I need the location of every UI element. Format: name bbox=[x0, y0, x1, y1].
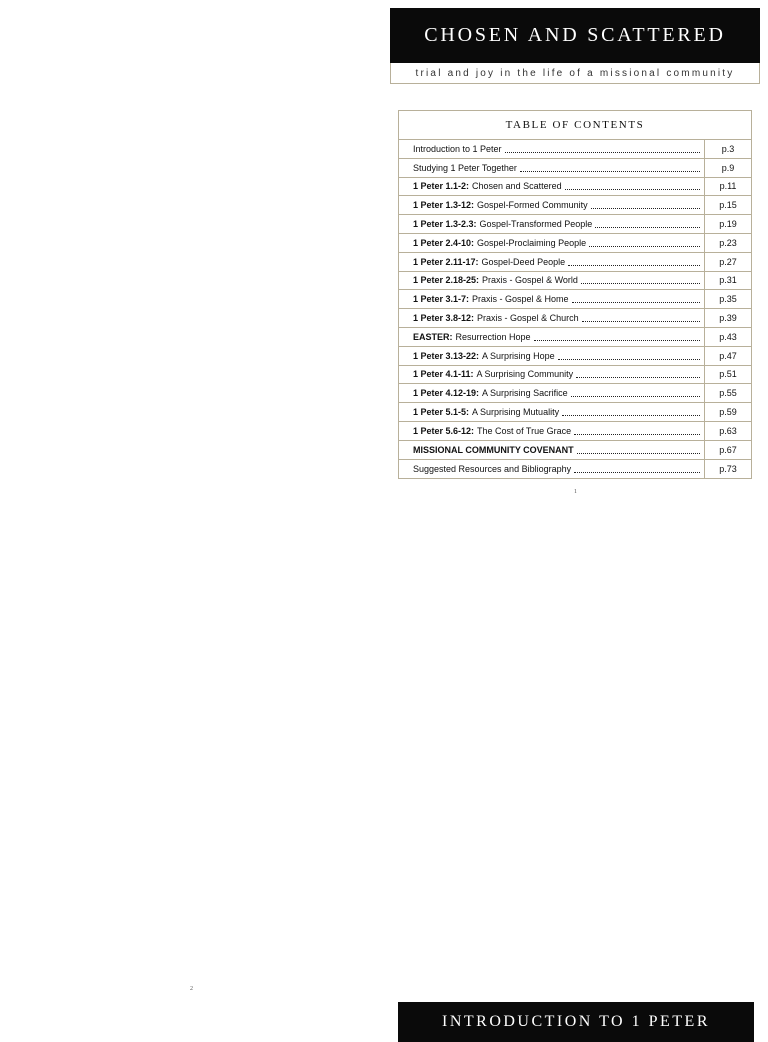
toc-entry-title: A Surprising Sacrifice bbox=[482, 388, 568, 399]
toc-page-number: p.59 bbox=[719, 407, 737, 418]
toc-row bbox=[399, 403, 751, 422]
toc-entry-title: Praxis - Gospel & Home bbox=[472, 294, 569, 305]
table-of-contents bbox=[398, 110, 752, 479]
toc-dot-leader bbox=[576, 368, 700, 378]
page-number: 1 bbox=[574, 489, 577, 495]
toc-dot-leader bbox=[534, 331, 700, 341]
page-number: 2 bbox=[190, 986, 193, 992]
toc-entry bbox=[399, 460, 705, 479]
toc-dot-leader bbox=[577, 444, 700, 454]
toc-page-number: p.23 bbox=[719, 237, 737, 248]
toc-row bbox=[399, 215, 751, 234]
toc-row bbox=[399, 272, 751, 291]
toc-page-number: p.19 bbox=[719, 219, 737, 230]
toc-entry bbox=[399, 215, 705, 233]
toc-dot-leader bbox=[520, 162, 700, 172]
toc-dot-leader bbox=[558, 350, 700, 360]
toc-page-number: p.55 bbox=[719, 388, 737, 399]
toc-entry-reference: 1 Peter 2.4-10: bbox=[413, 237, 475, 248]
toc-dot-leader bbox=[505, 143, 700, 153]
toc-entry bbox=[399, 253, 705, 271]
toc-entry-title: Introduction to 1 Peter bbox=[413, 143, 502, 154]
toc-entry-reference: 1 Peter 5.6-12: bbox=[413, 425, 475, 436]
toc-row bbox=[399, 309, 751, 328]
toc-page-number: p.27 bbox=[719, 256, 737, 267]
toc-page-number: p.35 bbox=[719, 294, 737, 305]
toc-dot-leader bbox=[574, 463, 700, 473]
toc-page-number: p.15 bbox=[719, 200, 737, 211]
toc-dot-leader bbox=[562, 406, 700, 416]
toc-page-number: p.3 bbox=[721, 143, 735, 154]
toc-entry-reference: 1 Peter 5.1-5: bbox=[413, 407, 470, 418]
document-subtitle-bar bbox=[390, 63, 760, 84]
toc-dot-leader bbox=[574, 425, 700, 435]
toc-page-number: p.63 bbox=[719, 425, 737, 436]
toc-entry-reference: 1 Peter 1.3-2.3: bbox=[413, 219, 477, 230]
toc-entry-title: A Surprising Community bbox=[476, 369, 574, 380]
toc-entry-reference: EASTER: bbox=[413, 331, 453, 342]
toc-entry bbox=[399, 272, 705, 290]
toc-entry bbox=[399, 159, 705, 177]
toc-entry bbox=[399, 290, 705, 308]
toc-page-number: p.11 bbox=[719, 181, 737, 192]
toc-page-number: p.51 bbox=[719, 369, 737, 380]
toc-row bbox=[399, 159, 751, 178]
toc-entry-reference: 1 Peter 2.18-25: bbox=[413, 275, 480, 286]
toc-entry-reference: 1 Peter 1.1-2: bbox=[413, 181, 470, 192]
toc-entry-reference: 1 Peter 3.1-7: bbox=[413, 294, 470, 305]
toc-entry-reference: 1 Peter 2.11-17: bbox=[413, 256, 479, 267]
toc-dot-leader bbox=[565, 180, 700, 190]
toc-row bbox=[399, 290, 751, 309]
toc-entry bbox=[399, 347, 705, 365]
toc-row bbox=[399, 178, 751, 197]
toc-entry-title: Suggested Resources and Bibliography bbox=[413, 463, 572, 474]
toc-dot-leader bbox=[595, 218, 700, 228]
toc-row bbox=[399, 441, 751, 460]
toc-entry-title: Praxis - Gospel & World bbox=[482, 275, 578, 286]
toc-entry-reference: 1 Peter 4.12-19: bbox=[413, 388, 480, 399]
toc-entry bbox=[399, 384, 705, 402]
toc-page-number: p.43 bbox=[719, 331, 737, 342]
toc-row bbox=[399, 460, 751, 479]
toc-entry bbox=[399, 196, 705, 214]
toc-row bbox=[399, 196, 751, 215]
document-title-bar bbox=[390, 8, 760, 63]
toc-dot-leader bbox=[589, 237, 700, 247]
document-title: CHOSEN AND SCATTERED bbox=[424, 24, 726, 46]
toc-page-number: p.9 bbox=[721, 162, 735, 173]
toc-row bbox=[399, 347, 751, 366]
toc-page-number: p.47 bbox=[719, 350, 737, 361]
toc-page-number: p.31 bbox=[719, 275, 737, 286]
toc-entry-reference: 1 Peter 4.1-11: bbox=[413, 369, 474, 380]
next-page-title: INTRODUCTION TO 1 PETER bbox=[441, 1013, 710, 1030]
toc-entry-title: Gospel-Deed People bbox=[481, 256, 566, 267]
toc-entry bbox=[399, 403, 705, 421]
toc-dot-leader bbox=[568, 256, 700, 266]
toc-row bbox=[399, 234, 751, 253]
toc-row bbox=[399, 384, 751, 403]
toc-entry-title: Praxis - Gospel & Church bbox=[477, 313, 579, 324]
toc-entry bbox=[399, 309, 705, 327]
toc-row bbox=[399, 422, 751, 441]
toc-entry-title: A Surprising Hope bbox=[482, 350, 555, 361]
toc-row bbox=[399, 253, 751, 272]
toc-entry-reference: 1 Peter 1.3-12: bbox=[413, 200, 475, 211]
toc-entry bbox=[399, 366, 705, 384]
toc-entry-title: Gospel-Formed Community bbox=[477, 200, 588, 211]
toc-entry bbox=[399, 441, 705, 459]
toc-entry-title: A Surprising Mutuality bbox=[472, 407, 560, 418]
toc-entry bbox=[399, 178, 705, 196]
toc-dot-leader bbox=[571, 387, 700, 397]
toc-entry-reference: 1 Peter 3.8-12: bbox=[413, 313, 475, 324]
toc-page-number: p.39 bbox=[719, 313, 737, 324]
document-subtitle: trial and joy in the life of a missional community bbox=[415, 67, 735, 79]
toc-entry-title: Resurrection Hope bbox=[455, 331, 531, 342]
toc-row bbox=[399, 140, 751, 159]
toc-rows bbox=[399, 140, 751, 478]
toc-entry bbox=[399, 328, 705, 346]
toc-dot-leader bbox=[591, 199, 700, 209]
next-page-title-bar bbox=[398, 1002, 754, 1042]
toc-row bbox=[399, 328, 751, 347]
toc-entry-title: Gospel-Transformed People bbox=[479, 219, 593, 230]
toc-dot-leader bbox=[572, 293, 700, 303]
toc-row bbox=[399, 366, 751, 385]
toc-page-number: p.67 bbox=[719, 444, 737, 455]
toc-dot-leader bbox=[582, 312, 700, 322]
toc-entry-title: Gospel-Proclaiming People bbox=[477, 237, 587, 248]
toc-entry bbox=[399, 140, 705, 158]
toc-page-number: p.73 bbox=[719, 463, 737, 474]
toc-heading: TABLE OF CONTENTS bbox=[399, 111, 751, 140]
toc-entry bbox=[399, 422, 705, 440]
toc-entry-reference: MISSIONAL COMMUNITY COVENANT bbox=[413, 444, 574, 455]
toc-entry-reference: 1 Peter 3.13-22: bbox=[413, 350, 480, 361]
toc-entry bbox=[399, 234, 705, 252]
toc-entry-title: Chosen and Scattered bbox=[472, 181, 562, 192]
toc-entry-title: The Cost of True Grace bbox=[477, 425, 572, 436]
toc-dot-leader bbox=[581, 274, 700, 284]
toc-entry-title: Studying 1 Peter Together bbox=[413, 162, 517, 173]
